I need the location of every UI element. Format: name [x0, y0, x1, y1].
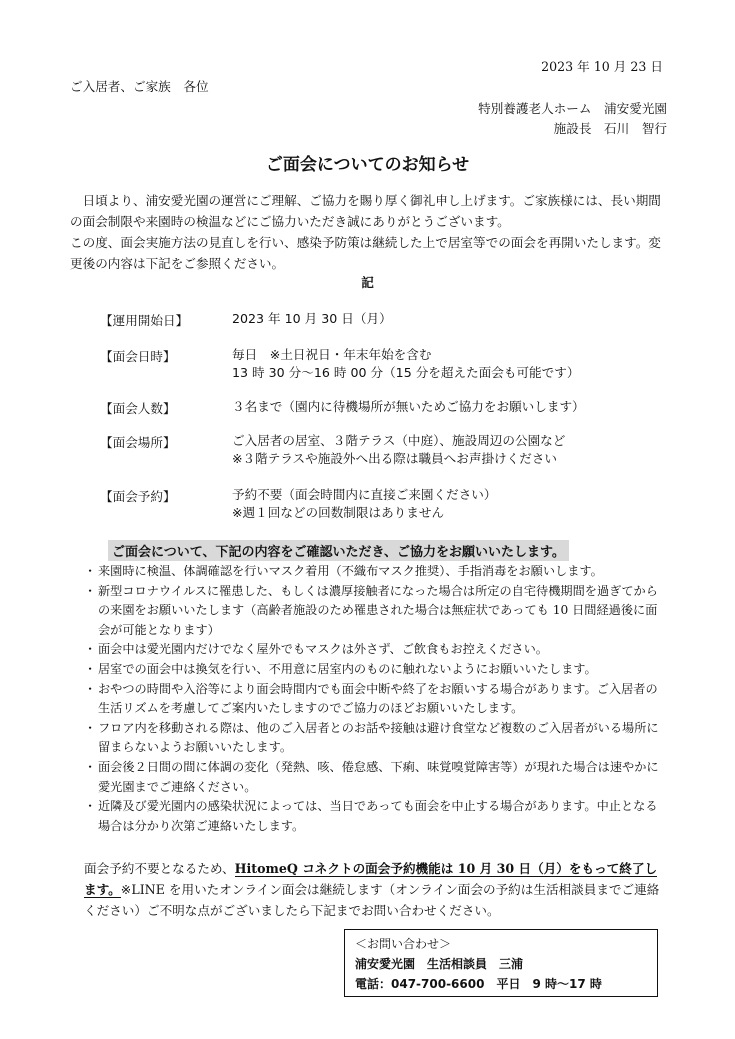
list-item: ・ 面会後２日間の間に体調の変化（発熱、咳、倦怠感、下痢、味覚嗅覚障害等）が現れた場合は速やかに愛光園までご連絡ください。	[84, 759, 659, 794]
contact-heading: ＜お問い合わせ＞	[355, 937, 452, 951]
intro-text	[70, 190, 670, 274]
detail-label: 【面会場所】	[100, 435, 176, 450]
list-item: ・ 面会中は愛光園内だけでなく屋外でもマスクは外さず、ご飲食もお控えください。	[84, 642, 548, 657]
contact-box	[344, 929, 658, 997]
detail-label: 【面会予約】	[100, 489, 176, 504]
detail-label: 【面会人数】	[100, 401, 176, 416]
director-name: 施設長 石川 智行	[553, 121, 667, 136]
detail-value: ご入居者の居室、３階テラス（中庭）、施設周辺の公園など ※３階テラスや施設外へ出る際は職員へお声掛けください	[232, 433, 566, 466]
recipient-line: ご入居者、ご家族 各位	[70, 79, 209, 94]
detail-label: 【面会日時】	[100, 349, 176, 364]
detail-value: 毎日 ※土日祝日・年末年始を含む 13 時 30 分～16 時 00 分（15 分を超えた面会も可能です）	[232, 347, 580, 380]
contact-person: 浦安愛光園 生活相談員 三浦	[355, 957, 524, 971]
intro-paragraph-2: この度、面会実施方法の見直しを行い、感染予防策は継続した上で居室等での面会を再開いたします。変更後の内容は下記をご参照ください。	[70, 235, 661, 271]
organization-name: 特別養護老人ホーム 浦安愛光園	[478, 101, 667, 116]
notice-banner: ご面会について、下記の内容をご確認いただき、ご協力をお願いいたします。	[108, 540, 569, 561]
list-item: ・ 居室での面会中は換気を行い、不用意に居室内のものに触れないようにお願いいたします。	[84, 661, 597, 676]
detail-value: ３名まで（園内に待機場所が無いためご協力をお願いします）	[232, 399, 585, 414]
page-title: ご面会についてのお知らせ	[265, 155, 470, 175]
closing-emphasis: HitomeQ コネクトの面会予約機能は 10 月 30 日（月）をもって終了します。	[84, 861, 658, 897]
list-item: ・ おやつの時間や入浴等により面会時間内でも面会中断や終了をお願いする場合があります。ご入居者の生活リズムを考慮してご案内いたしますのでご協力のほどお願いいたします。	[84, 681, 658, 716]
contact-phone: 電話：047-700-6600 平日 9 時～17 時	[355, 977, 602, 991]
intro-paragraph-1: 日頃より、浦安愛光園の運営にご理解、ご協力を賜り厚く御礼申し上げます。ご家族様には、長い期間の面会制限や来園時の検温などにご協力いただき誠にありがとうございます。	[70, 193, 661, 229]
notes-list	[84, 562, 664, 836]
closing-paragraph: 面会予約不要となるため、HitomeQ コネクトの面会予約機能は 10 月 30 日（月）をもって終了します。※LINE を用いたオンライン面会は継続します（オンライン面会の予約は生活相談員までご連絡ください）ご不明な点がございましたら下記までお問い合わせください。	[84, 861, 660, 918]
ki-heading: 記	[361, 275, 374, 290]
list-item: ・ 来園時に検温、体調確認を行いマスク着用（不織布マスク推奨）、手指消毒をお願いします。	[84, 564, 603, 578]
list-item: ・ フロア内を移動される際は、他のご入居者とのお話や接触は避け食堂など複数のご入居者がいる場所に留まらないようお願いいたします。	[84, 720, 659, 755]
list-item: ・ 近隣及び愛光園内の感染状況によっては、当日であっても面会を中止する場合があります。中止となる場合は分かり次第ご連絡いたします。	[84, 799, 658, 833]
document-date: 2023 年 10 月 23 日	[541, 59, 663, 74]
list-item: ・ 新型コロナウイルスに罹患した、もしくは濃厚接触者になった場合は所定の自宅待機期間を過ぎてからの来園をお願いいたします（高齢者施設のため罹患された場合は無症状であっても 10 日間経過後に面会が可能となります）	[84, 583, 658, 637]
detail-label: 【運用開始日】	[100, 313, 189, 328]
detail-value: 2023 年 10 月 30 日（月）	[232, 311, 392, 326]
detail-value: 予約不要（面会時間内に直接ご来園ください） ※週１回などの回数制限はありません	[232, 487, 497, 520]
